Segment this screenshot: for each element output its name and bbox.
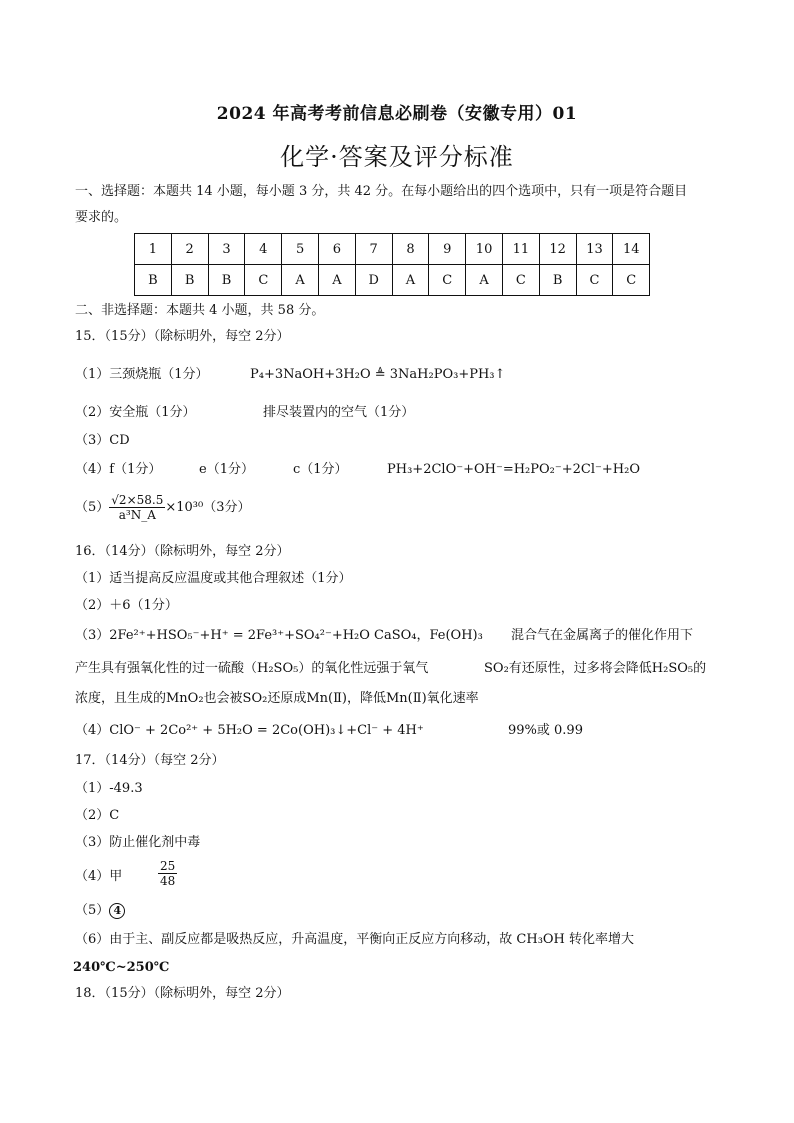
answer-table-answer-cell: D — [355, 265, 392, 296]
answer-table-number-cell: 7 — [355, 234, 392, 265]
q15-part1-label: （1）三颈烧瓶（1分） — [75, 367, 209, 382]
q15-part5 — [75, 493, 250, 522]
section2-heading: 二、非选择题：本题共 4 小题，共 58 分。 — [75, 303, 325, 318]
section1-line1: 一、选择题：本题共 14 小题，每小题 3 分，共 42 分。在每小题给出的四个选项中，只有一项是符合题目 — [75, 184, 688, 199]
answer-table-number-cell: 4 — [245, 234, 282, 265]
q18-header: 18．（15分）（除标明外，每空 2分） — [75, 986, 290, 1001]
q16-part4-answer: 99%或 0.99 — [508, 723, 583, 738]
q16-part3-line2: 产生具有强氧化性的过一硫酸（H₂SO₅）的氧化性远强于氧气 — [75, 661, 429, 676]
page-subtitle: 化学·答案及评分标准 — [280, 143, 514, 171]
answer-table-answer-cell: B — [208, 265, 245, 296]
q16-part3-line3: 浓度，且生成的MnO₂也会被SO₂还原成Mn(Ⅱ)，降低Mn(Ⅱ)氧化速率 — [75, 691, 479, 706]
q17-part4-fraction — [158, 859, 177, 888]
q16-part3-equation: （3）2Fe²⁺+HSO₅⁻+H⁺ = 2Fe³⁺+SO₄²⁻+H₂O — [75, 628, 370, 643]
q16-part2: （2）＋6（1分） — [75, 598, 178, 613]
q15-part5-tail: ×10³⁰（3分） — [165, 500, 251, 515]
q16-part3-products: CaSO₄，Fe(OH)₃ — [374, 628, 483, 643]
q17-part4-denominator: 48 — [160, 874, 176, 888]
q17-part5-circled-number: 4 — [109, 903, 125, 919]
answer-table-answer-cell: B — [135, 265, 172, 296]
answer-table-number-row — [135, 234, 650, 265]
q15-part4-a: （4）f（1分） — [75, 462, 162, 477]
q16-part3-explanation: 混合气在金属离子的催化作用下 — [511, 628, 694, 643]
q15-part5-fraction — [109, 493, 165, 522]
answer-table-number-cell: 2 — [171, 234, 208, 265]
answer-table-number-cell: 9 — [429, 234, 466, 265]
answer-table-answer-cell: B — [171, 265, 208, 296]
section1-line2: 要求的。 — [75, 210, 128, 225]
q17-header: 17．（14分）（每空 2分） — [75, 753, 225, 768]
q17-part6-temperature: 240℃~250℃ — [73, 960, 170, 975]
answer-table-number-cell: 1 — [135, 234, 172, 265]
q15-part1-equation: P₄+3NaOH+3H₂O ≜ 3NaH₂PO₃+PH₃↑ — [250, 367, 506, 382]
answer-table-number-cell: 14 — [613, 234, 650, 265]
answer-table-answer-cell: C — [576, 265, 613, 296]
answer-table-number-cell: 11 — [502, 234, 539, 265]
q15-part4-b: e（1分） — [199, 462, 254, 477]
q16-part4-equation: （4）ClO⁻ + 2Co²⁺ + 5H₂O = 2Co(OH)₃↓+Cl⁻ + 4H⁺ — [75, 723, 424, 738]
q15-part5-denominator: a³N_A — [118, 508, 156, 522]
q16-part3-line2b: SO₂有还原性，过多将会降低H₂SO₅的 — [484, 661, 707, 676]
q15-part4-equation: PH₃+2ClO⁻+OH⁻=H₂PO₂⁻+2Cl⁻+H₂O — [387, 462, 640, 477]
q17-part2: （2）C — [75, 808, 120, 823]
q17-part5 — [75, 902, 125, 920]
answer-table-answer-cell: A — [318, 265, 355, 296]
q15-header: 15．（15分）（除标明外，每空 2分） — [75, 329, 290, 344]
q15-part4-c: c（1分） — [293, 462, 348, 477]
answer-table-answer-cell: A — [282, 265, 319, 296]
q17-part5-label: （5） — [75, 903, 110, 918]
answer-table-number-cell: 12 — [539, 234, 576, 265]
answer-table-number-cell: 8 — [392, 234, 429, 265]
q15-part5-label: （5） — [75, 500, 110, 515]
answer-table-number-cell: 3 — [208, 234, 245, 265]
q17-part6: （6）由于主、副反应都是吸热反应，升高温度，平衡向正反应方向移动，故 CH₃OH 转化率增大 — [75, 932, 635, 947]
q15-part2-label: （2）安全瓶（1分） — [75, 405, 196, 420]
answer-table-answer-cell: C — [429, 265, 466, 296]
q17-part1: （1）-49.3 — [75, 781, 143, 796]
answer-table-answer-cell: A — [466, 265, 503, 296]
answer-table-answer-cell: C — [613, 265, 650, 296]
answer-table-answer-cell: B — [539, 265, 576, 296]
answer-table-number-cell: 13 — [576, 234, 613, 265]
answer-table-answer-cell: A — [392, 265, 429, 296]
page-title: 2024 年高考考前信息必刷卷（安徽专用）01 — [216, 104, 578, 124]
q15-part2-answer: 排尽装置内的空气（1分） — [263, 405, 415, 420]
q17-part3: （3）防止催化剂中毒 — [75, 835, 201, 850]
q15-part3: （3）CD — [75, 433, 130, 448]
answer-table — [134, 233, 650, 296]
answer-table-number-cell: 6 — [318, 234, 355, 265]
answer-table-answer-row — [135, 265, 650, 296]
answer-table-answer-cell: C — [245, 265, 282, 296]
answer-table-number-cell: 5 — [282, 234, 319, 265]
answer-table-number-cell: 10 — [466, 234, 503, 265]
q16-header: 16．（14分）（除标明外，每空 2分） — [75, 544, 290, 559]
q17-part4-numerator: 25 — [160, 859, 176, 873]
q15-part5-numerator: √2×58.5 — [111, 493, 164, 507]
q16-part1: （1）适当提高反应温度或其他合理叙述（1分） — [75, 571, 352, 586]
answer-table-answer-cell: C — [502, 265, 539, 296]
q17-part4-label: （4）甲 — [75, 869, 123, 884]
